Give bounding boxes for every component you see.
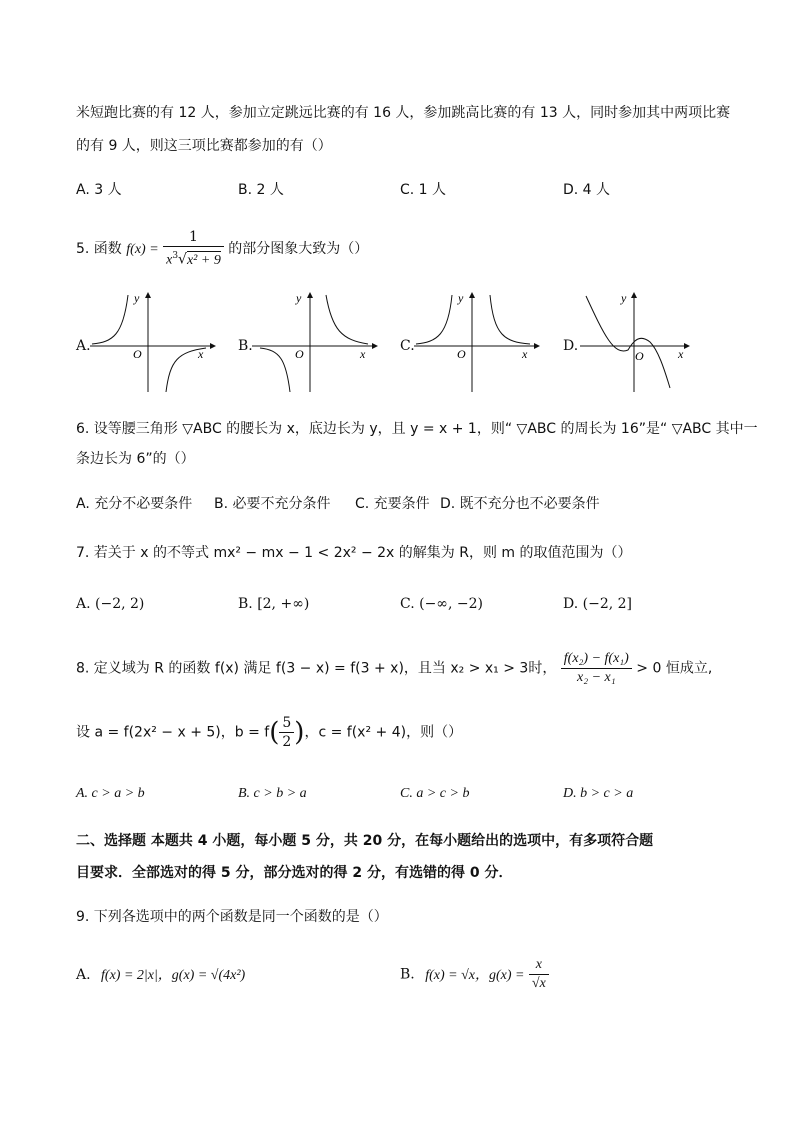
q9-option-b-fraction (529, 956, 549, 993)
q5-prefix: 5. 函数 (76, 240, 122, 257)
axis-x-label: x (678, 347, 684, 361)
section2-line1: 二、选择题 本题共 4 小题，每小题 5 分，共 20 分，在每小题给出的选项中，有多项符合题 (76, 833, 654, 849)
q8-line2: 设 a = f(2x² − x + 5)，b = f( $\frac{5}{2}$ )，c = f(x² + 4)，则（） (76, 715, 463, 750)
q8-stem-a: 8. 定义域为 R 的函数 f(x) 满足 f(3 − x) = f(3 + x)，且当 x₂ > x₁ > 3时， (76, 660, 557, 677)
q9-option-a-text: f(x) = 2|x|，g(x) = √(4x²) (101, 968, 246, 983)
curve-left (416, 295, 452, 344)
q7-option-a[interactable]: A. (−2, 2) (76, 596, 145, 612)
axis-y-label: y (621, 291, 627, 305)
q7-option-b[interactable]: B. [2, +∞) (238, 596, 310, 612)
q9-option-b-text: f(x) = √x，g(x) = (425, 967, 525, 983)
y-arrow-icon (631, 292, 637, 298)
q5-graph-b (250, 290, 380, 395)
q6-line1: 6. 设等腰三角形 ▽ABC 的腰长为 x，底边长为 y，且 y = x + 1，则“ ▽ABC 的周长为 16”是“ ▽ABC 其中一 (76, 421, 758, 437)
q9-option-b-label: B. (400, 966, 415, 983)
q8-option-a[interactable]: A. c > a > b (76, 786, 145, 801)
q8-fraction (561, 650, 632, 687)
q5-suffix: 的部分图象大致为（） (228, 240, 369, 257)
x-arrow-icon (210, 343, 216, 349)
axis-x-label: x (198, 347, 204, 361)
axis-x-label: x (522, 347, 528, 361)
q5-den-b: x² + 9 (186, 252, 221, 268)
axis-y-label: y (458, 291, 464, 305)
q5-label-a[interactable]: A. (76, 338, 91, 354)
q5-fraction: $\frac{1}{x^3√x^2 + 9}$ (163, 228, 224, 270)
q4-option-d[interactable]: D. 4 人 (563, 182, 611, 198)
y-arrow-icon (145, 292, 151, 298)
q6-option-c[interactable]: C. 充要条件 (355, 496, 430, 512)
q9-option-b[interactable] (400, 956, 549, 993)
x-arrow-icon (372, 343, 378, 349)
origin-label: O (295, 347, 304, 361)
section2-line2: 目要求．全部选对的得 5 分，部分选对的得 2 分，有选错的得 0 分． (76, 865, 513, 881)
q5-label-d[interactable]: D. (563, 338, 579, 354)
q7-stem: 7. 若关于 x 的不等式 mx² − mx − 1 < 2x² − 2x 的解集为 R，则 m 的取值范围为（） (76, 545, 632, 561)
q4-option-c[interactable]: C. 1 人 (400, 182, 447, 198)
curve (586, 296, 670, 388)
q5-label-b[interactable]: B. (238, 338, 253, 354)
q9-option-b-num: x (529, 956, 549, 975)
q4-option-a[interactable]: A. 3 人 (76, 182, 122, 198)
q7-option-d[interactable]: D. (−2, 2] (563, 596, 632, 612)
q7-option-c[interactable]: C. (−∞, −2) (400, 596, 483, 612)
q4-option-b[interactable]: B. 2 人 (238, 182, 284, 198)
y-arrow-icon (469, 292, 475, 298)
q5-numerator: 1 (163, 228, 224, 247)
q6-option-d[interactable]: D. 既不充分也不必要条件 (440, 496, 600, 512)
q8-line2-a: 设 a = f(2x² − x + 5)，b = f (76, 724, 270, 741)
q8-b-den: 2 (282, 734, 292, 750)
q6-option-a[interactable]: A. 充分不必要条件 (76, 496, 193, 512)
q8-b-fraction (279, 714, 294, 751)
curve-left (92, 295, 128, 344)
q8-option-c[interactable]: C. a > c > b (400, 786, 470, 801)
q4-line1: 米短跑比赛的有 12 人，参加立定跳远比赛的有 16 人，参加跳高比赛的有 13 人，同时参加其中两项比赛 (76, 105, 731, 121)
x-arrow-icon (684, 343, 690, 349)
q5-graph-c (412, 290, 542, 395)
q9-option-b-den: √x (531, 976, 546, 991)
q8-b-num: 5 (279, 714, 294, 733)
origin-label: O (457, 347, 466, 361)
q9-option-a-label: A. (76, 967, 91, 983)
q9-option-a[interactable] (76, 964, 245, 984)
q5-graph-d (578, 290, 708, 395)
q8-frac-den: x₂ − x₁ (577, 670, 616, 685)
curve-right (326, 295, 368, 344)
x-arrow-icon (534, 343, 540, 349)
origin-label: O (635, 349, 644, 363)
q8-option-d[interactable]: D. b > c > a (563, 786, 634, 801)
origin-label: O (133, 347, 142, 361)
y-arrow-icon (307, 292, 313, 298)
q5-graph-a (88, 290, 218, 395)
q5-den-a: x (166, 252, 173, 268)
q5-stem (76, 228, 368, 270)
q5-den-exp: 3 (172, 251, 179, 261)
curve-left (260, 348, 290, 392)
q8-line2-b: ，c = f(x² + 4)，则（） (304, 724, 463, 741)
q8-stem-b: > 0 恒成立, (636, 660, 713, 677)
q5-label-c[interactable]: C. (400, 338, 415, 354)
curve-right (490, 295, 530, 344)
q9-stem: 9. 下列各选项中的两个函数是同一个函数的是（） (76, 909, 388, 925)
q6-option-b[interactable]: B. 必要不充分条件 (214, 496, 331, 512)
q8-stem (76, 650, 712, 687)
q5-func-lhs: f(x) = (126, 241, 159, 257)
q6-line2: 条边长为 6”的（） (76, 451, 195, 467)
q4-line2: 的有 9 人，则这三项比赛都参加的有（） (76, 138, 332, 154)
axis-x-label: x (360, 347, 366, 361)
axis-y-label: y (296, 291, 302, 305)
q8-option-b[interactable]: B. c > b > a (238, 786, 307, 801)
q8-frac-num: f(x₂) − f(x₁) (561, 650, 632, 669)
axis-y-label: y (134, 291, 140, 305)
